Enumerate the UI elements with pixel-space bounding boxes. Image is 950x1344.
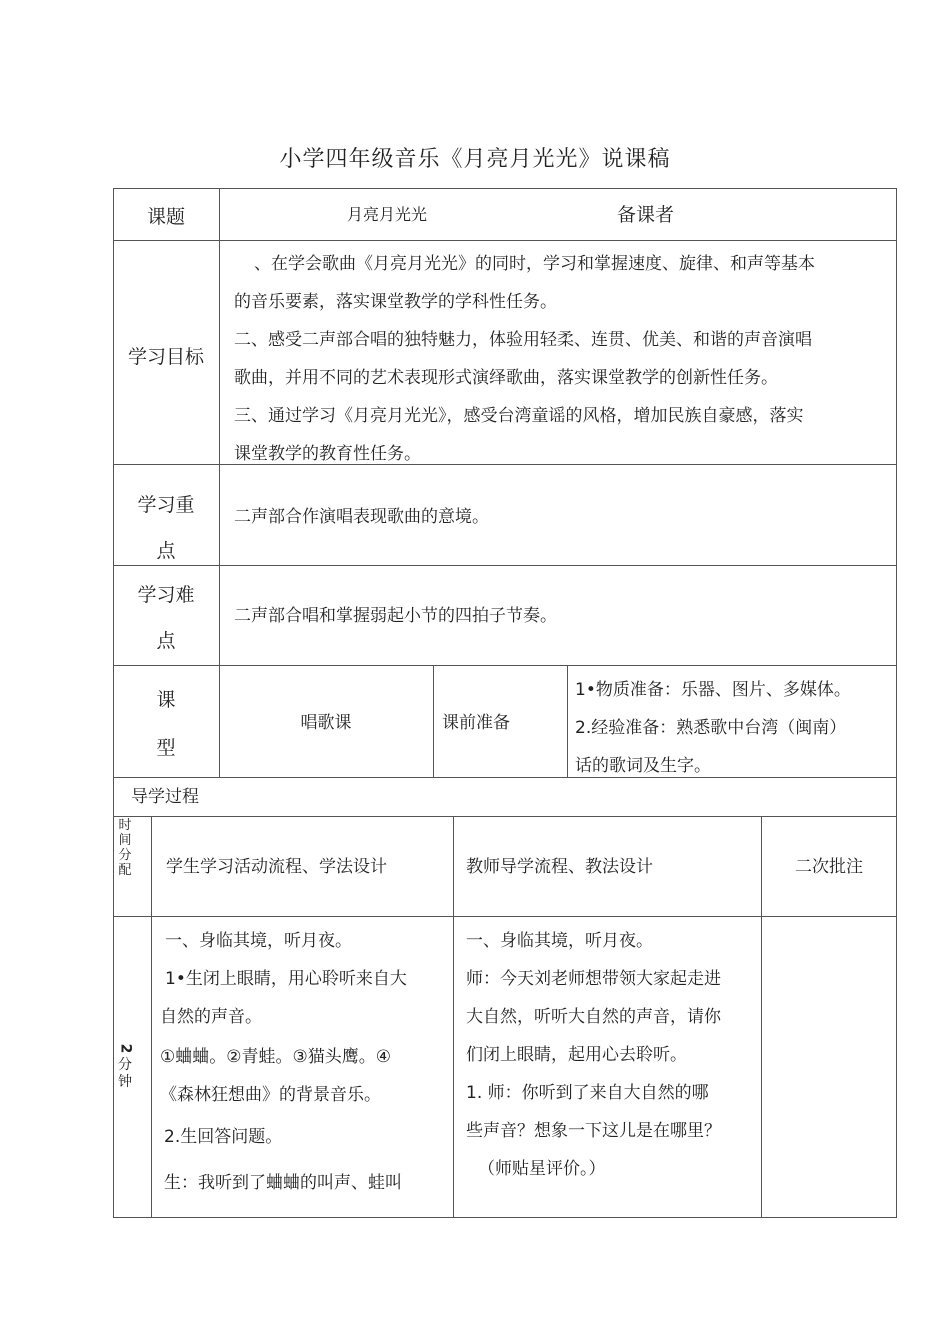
time-allocation: 2 分 钟 (117, 1040, 133, 1091)
teacher-line: 们闭上眼睛，起用心去聆听。 (466, 1045, 687, 1065)
notes-column-header: 二次批注 (795, 857, 863, 877)
document-title: 小学四年级音乐《月亮月光光》说课稿 (279, 147, 671, 172)
column-divider (219, 188, 220, 777)
column-divider (567, 665, 568, 777)
lesson-type-value: 唱歌课 (300, 713, 352, 733)
row-divider (113, 565, 897, 566)
teacher-line: （师贴星评价。） (478, 1159, 606, 1179)
time-column-header: 时 间 分 配 (118, 818, 132, 878)
difficulty-text: 二声部合唱和掌握弱起小节的四拍子节奏。 (234, 606, 557, 626)
row-divider (113, 816, 897, 817)
student-line: 自然的声音。 (160, 1007, 262, 1027)
notes-cell[interactable] (762, 917, 896, 1217)
preparer-label: 备课者 (617, 204, 675, 226)
goals-text (234, 245, 894, 473)
prep-item: 话的歌词及生字。 (575, 756, 711, 776)
row-divider (113, 240, 897, 241)
goal-line: 、在学会歌曲《月亮月光光》的同时，学习和掌握速度、旋律、和声等基本 (254, 254, 815, 274)
row-divider (113, 665, 897, 666)
goal-line: 课堂教学的教育性任务。 (234, 444, 421, 464)
teacher-activities (466, 922, 758, 1188)
teacher-line: 些声音？想象一下这儿是在哪里？ (466, 1121, 721, 1141)
teacher-line: 大自然，听听大自然的声音，请你 (466, 1007, 721, 1027)
teacher-column-header: 教师导学流程、教法设计 (466, 857, 653, 877)
teacher-line: 师：今天刘老师想带领大家起走进 (466, 969, 721, 989)
topic-label: 课题 (146, 206, 185, 228)
column-divider (453, 816, 454, 1218)
student-line: 一、身临其境，听月夜。 (165, 931, 352, 951)
prep-item: 2.经验准备：熟悉歌中台湾（闽南） (575, 718, 847, 738)
teacher-line: 1. 师：你听到了来自大自然的哪 (466, 1083, 709, 1103)
prep-list (575, 671, 895, 785)
student-column-header: 学生学习活动流程、学法设计 (166, 857, 387, 877)
student-line: 生：我听到了蛐蛐的叫声、蛙叫 (164, 1173, 402, 1193)
process-label: 导学过程 (131, 787, 199, 807)
focus-label: 学习重 点 (137, 494, 195, 562)
student-line: 《森林狂想曲》的背景音乐。 (160, 1085, 381, 1105)
student-line: 1•生闭上眼睛，用心聆听来自大 (165, 969, 407, 989)
goal-line: 三、通过学习《月亮月光光》，感受台湾童谣的风格，增加民族自豪感，落实 (234, 406, 804, 426)
prep-label: 课前准备 (442, 713, 510, 733)
prep-item: 1•物质准备：乐器、图片、多媒体。 (575, 680, 851, 700)
difficulty-label: 学习难 点 (137, 584, 195, 652)
lesson-type-label: 课 型 (156, 689, 176, 759)
student-line: 2.生回答问题。 (164, 1127, 283, 1147)
time-allocation-number: 2 (117, 1043, 134, 1054)
goal-line: 二、感受二声部合唱的独特魅力，体验用轻柔、连贯、优美、和谐的声音演唱 (234, 330, 812, 350)
student-line: ①蛐蛐。②青蛙。③猫头鹰。④ (160, 1047, 391, 1067)
focus-text: 二声部合作演唱表现歌曲的意境。 (234, 507, 489, 527)
column-divider (433, 665, 434, 777)
goal-line: 歌曲，并用不同的艺术表现形式演绎歌曲，落实课堂教学的创新性任务。 (234, 368, 778, 388)
topic-value: 月亮月光光 (347, 205, 428, 224)
goal-line: 的音乐要素，落实课堂教学的学科性任务。 (234, 292, 557, 312)
teacher-line: 一、身临其境，听月夜。 (466, 931, 653, 951)
goals-label: 学习目标 (127, 346, 204, 368)
column-divider (151, 816, 152, 1218)
student-activities (160, 922, 450, 1202)
